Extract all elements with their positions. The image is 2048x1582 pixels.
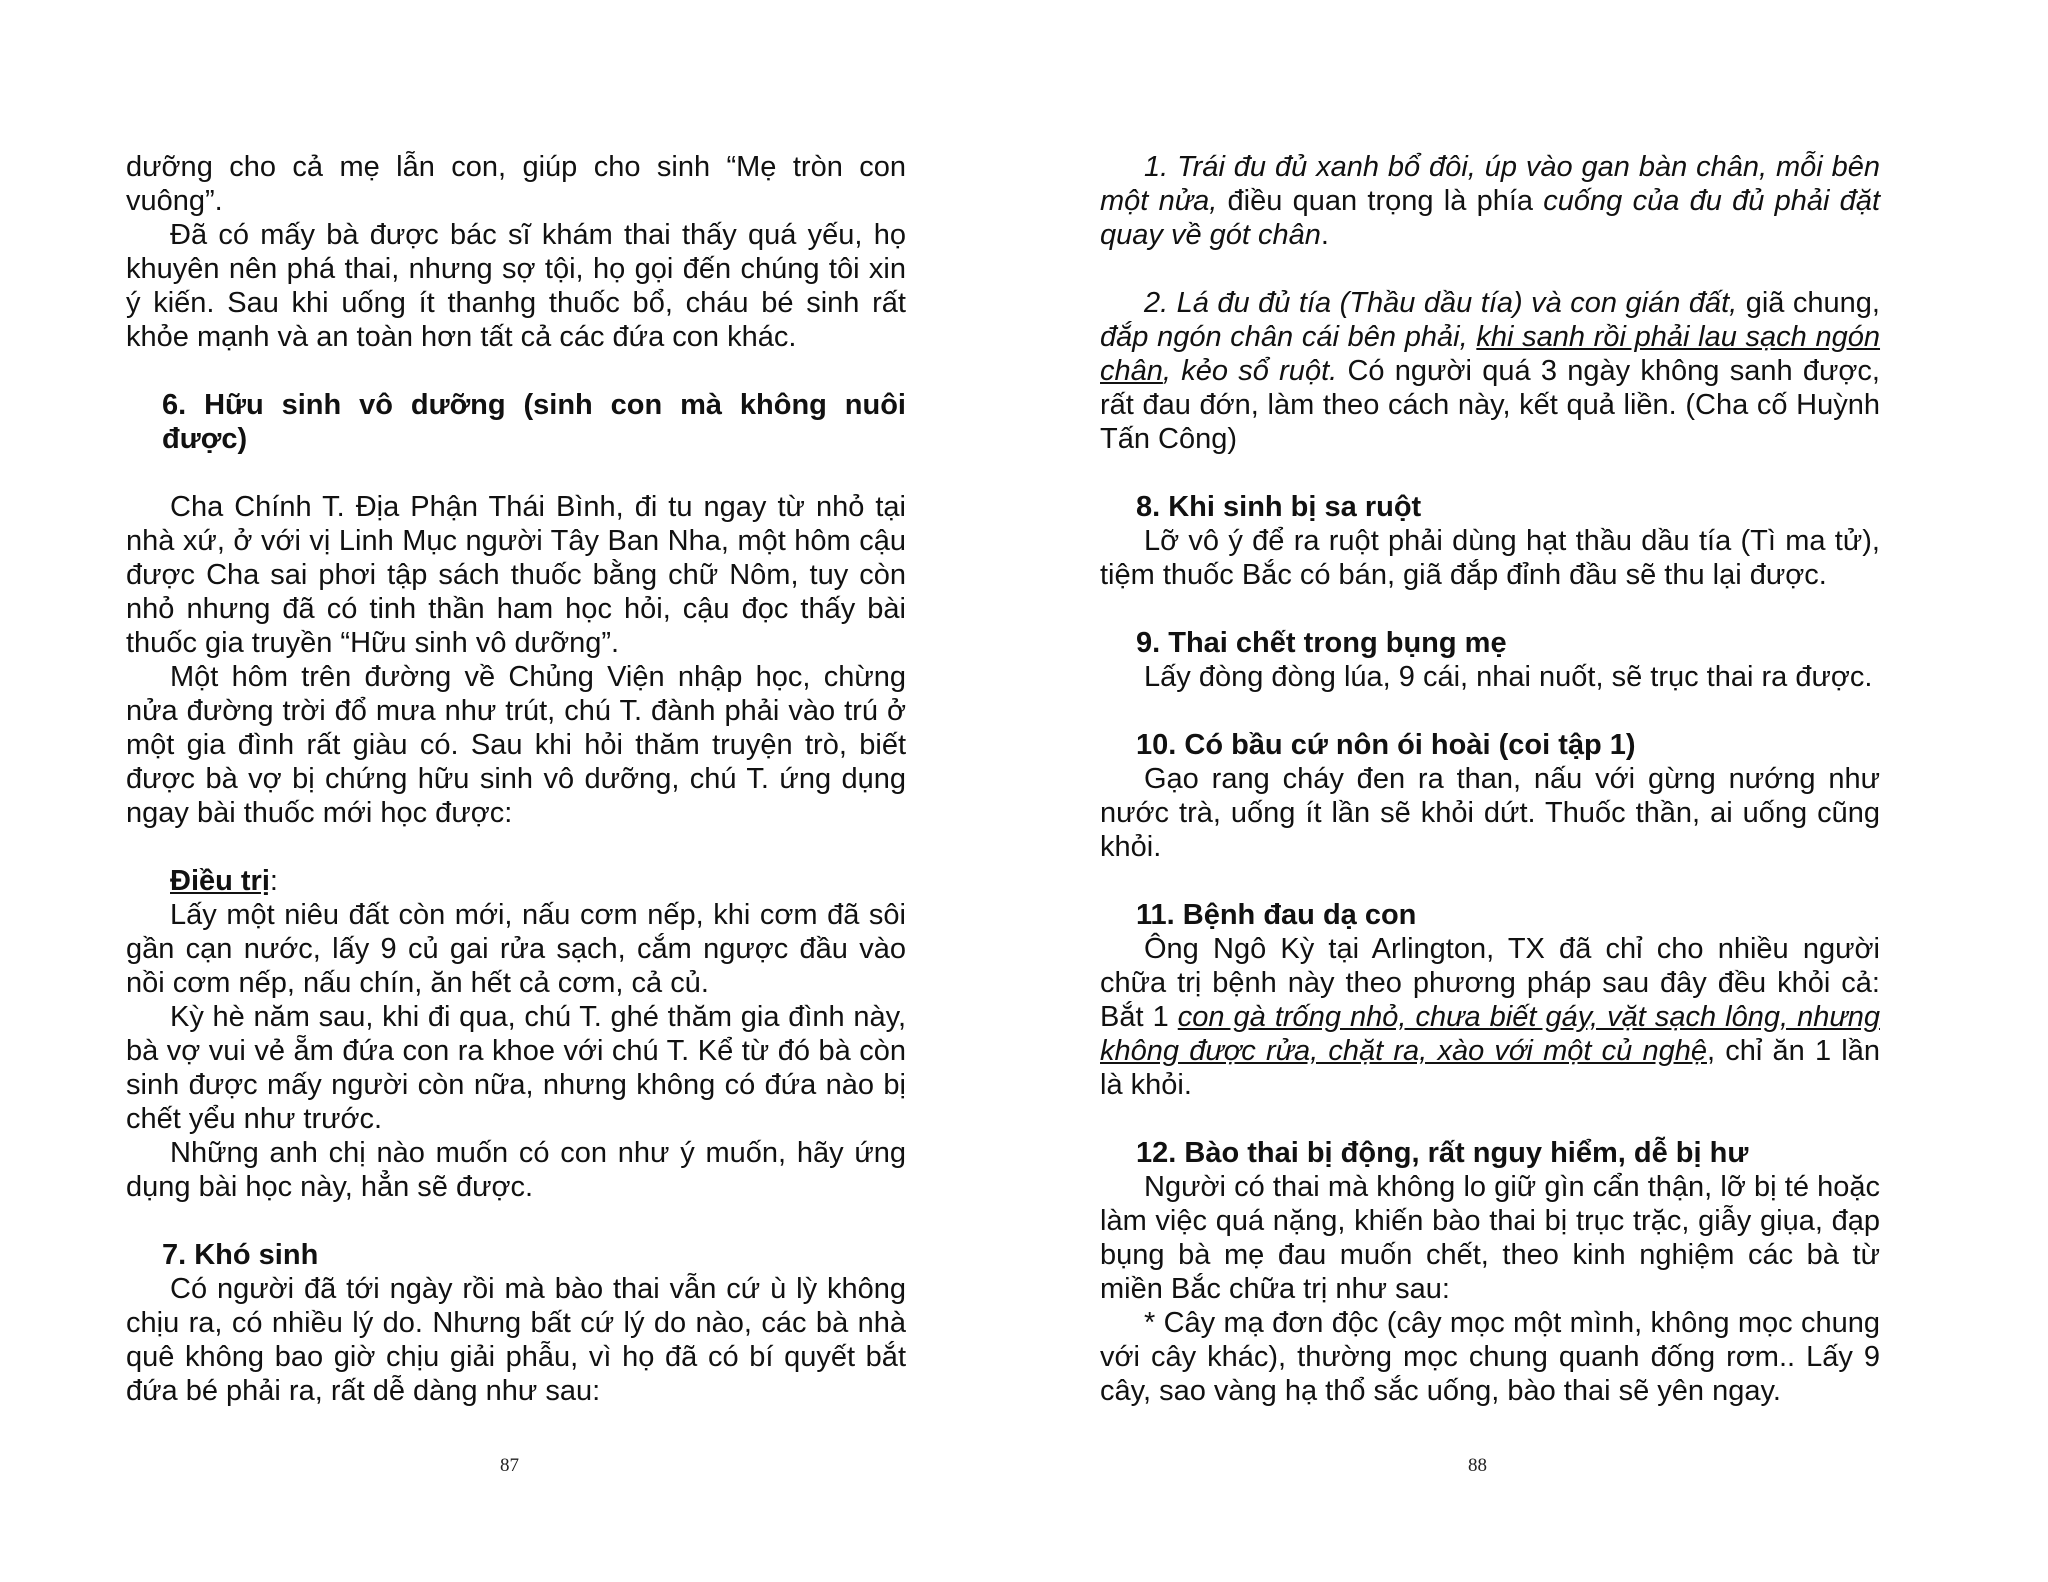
treatment-label-colon: : — [269, 865, 278, 897]
remedy-1-italic-b: cuống của đu đủ phải đặt quay về gót chân — [1100, 185, 1880, 251]
remedy-2-italic-b: đắp ngón chân cái bên phải, — [1100, 321, 1477, 353]
paragraph-6e: Những anh chị nào muốn có con như ý muốn, hãy ứng dụng bài học này, hẳn sẽ được. — [126, 1137, 906, 1203]
remedy-2 — [1100, 286, 1880, 456]
remedy-1-normal: điều quan trọng là phía — [1217, 185, 1544, 217]
heading-section-9: 9. Thai chết trong bụng mẹ — [1136, 627, 1507, 659]
paragraph-9: Lấy đòng đòng lúa, 9 cái, nhai nuốt, sẽ trục thai ra được. — [1144, 661, 1873, 693]
paragraph-10: Gạo rang cháy đen ra than, nấu với gừng nướng như nước trà, uống ít lần sẽ khỏi dứt. Thuốc thần, ai uống cũng khỏi. — [1100, 763, 1880, 863]
paragraph-11 — [1100, 932, 1880, 1102]
remedy-2-normal-a: giã chung, — [1737, 287, 1880, 319]
paragraph-8: Lỡ vô ý để ra ruột phải dùng hạt thầu dầu tía (Tì ma tử), tiệm thuốc Bắc có bán, giã đắp đỉnh đầu sẽ thu lại được. — [1100, 525, 1880, 591]
heading-section-6: 6. Hữu sinh vô dưỡng (sinh con mà không nuôi được) — [162, 389, 906, 455]
right-page — [1100, 150, 1880, 1408]
paragraph-6c: Lấy một niêu đất còn mới, nấu cơm nếp, khi cơm đã sôi gần cạn nước, lấy 9 củ gai rửa sạch, cắm ngược đầu vào nồi cơm nếp, nấu chín, ăn hết cả cơm, cả củ. — [126, 899, 906, 999]
treatment-label: Điều trị — [170, 865, 270, 897]
heading-section-12: 12. Bào thai bị động, rất nguy hiểm, dễ bị hư — [1136, 1137, 1749, 1169]
page-number-right: 88 — [1468, 1455, 1487, 1476]
remedy-1-italic-a: 1. Trái đu đủ xanh bổ đôi, úp vào gan bàn chân, mỗi bên một nửa, — [1100, 151, 1880, 217]
paragraph-case: Đã có mấy bà được bác sĩ khám thai thấy quá yếu, họ khuyên nên phá thai, nhưng sợ tội, họ gọi đến chúng tôi xin ý kiến. Sau khi uống ít thanhg thuốc bổ, cháu bé sinh rất khỏe mạnh và an toàn hơn tất cả các đứa con khác. — [126, 219, 906, 353]
treatment-label-line — [126, 864, 906, 898]
paragraph-6a: Cha Chính T. Địa Phận Thái Bình, đi tu ngay từ nhỏ tại nhà xứ, ở với vị Linh Mục người Tây Ban Nha, một hôm cậu được Cha sai phơi tập sách thuốc bằng chữ Nôm, tuy còn nhỏ nhưng đã có tinh thần ham học hỏi, cậu đọc thấy bài thuốc gia truyền “Hữu sinh vô dưỡng”. — [126, 491, 906, 659]
heading-section-11: 11. Bệnh đau dạ con — [1136, 899, 1417, 931]
paragraph-11-underlined: con gà trống nhỏ, chưa biết gáy, vặt sạch lông, nhưng không được rửa, chặt ra, xào với một củ nghệ — [1100, 1001, 1880, 1067]
paragraph-11-b: , chỉ ăn 1 lần là khỏi. — [1100, 1035, 1880, 1101]
heading-section-7: 7. Khó sinh — [162, 1239, 319, 1271]
remedy-2-italic-c: , kẻo sổ ruột. — [1162, 355, 1338, 387]
paragraph-7: Có người đã tới ngày rồi mà bào thai vẫn cứ ù lỳ không chịu ra, có nhiều lý do. Nhưng bất cứ lý do nào, các bà nhà quê không bao giờ chịu giải phẫu, vì họ đã có bí quyết bắt đứa bé phải ra, rất dễ dàng như sau: — [126, 1273, 906, 1407]
paragraph-6b: Một hôm trên đường về Chủng Viện nhập học, chừng nửa đường trời đổ mưa như trút, chú T. đành phải vào trú ở một gia đình rất giàu có. Sau khi hỏi thăm truyện trò, biết được bà vợ bị chứng hữu sinh vô dưỡng, chú T. ứng dụng ngay bài thuốc mới học được: — [126, 661, 906, 829]
remedy-2-underlined: khi sanh rồi phải lau sạch ngón chân — [1100, 321, 1881, 387]
remedy-1 — [1100, 150, 1880, 252]
paragraph-11-a: Ông Ngô Kỳ tại Arlington, TX đã chỉ cho nhiều người chữa trị bệnh này theo phương pháp sau đây đều khỏi cả: Bắt 1 — [1100, 933, 1880, 1033]
remedy-2-italic-a: 2. Lá đu đủ tía (Thầu dầu tía) và con gián đất, — [1144, 287, 1738, 319]
paragraph-intro: dưỡng cho cả mẹ lẫn con, giúp cho sinh “Mẹ tròn con vuông”. — [126, 151, 906, 217]
heading-section-8: 8. Khi sinh bị sa ruột — [1136, 491, 1422, 523]
heading-section-10: 10. Có bầu cứ nôn ói hoài (coi tập 1) — [1136, 729, 1636, 761]
left-page — [126, 150, 906, 1408]
paragraph-12a: Người có thai mà không lo giữ gìn cẩn thận, lỡ bị té hoặc làm việc quá nặng, khiến bào thai bị trục trặc, giẫy giụa, đạp bụng bà mẹ đau muốn chết, theo kinh nghiệm các bà từ miền Bắc chữa trị như sau: — [1100, 1171, 1880, 1305]
remedy-1-end: . — [1320, 219, 1329, 251]
remedy-2-normal-b: Có người quá 3 ngày không sanh được, rất đau đớn, làm theo cách này, kết quả liền. (Cha cố Huỳnh Tấn Công) — [1100, 355, 1880, 455]
page-number-left: 87 — [500, 1455, 519, 1476]
paragraph-6d: Kỳ hè năm sau, khi đi qua, chú T. ghé thăm gia đình này, bà vợ vui vẻ ẵm đứa con ra khoe với chú T. Kể từ đó bà còn sinh được mấy người còn nữa, nhưng không có đứa nào bị chết yểu như trước. — [126, 1001, 906, 1135]
paragraph-12b: * Cây mạ đơn độc (cây mọc một mình, không mọc chung với cây khác), thường mọc chung quanh đống rơm.. Lấy 9 cây, sao vàng hạ thổ sắc uống, bào thai sẽ yên ngay. — [1100, 1307, 1880, 1407]
